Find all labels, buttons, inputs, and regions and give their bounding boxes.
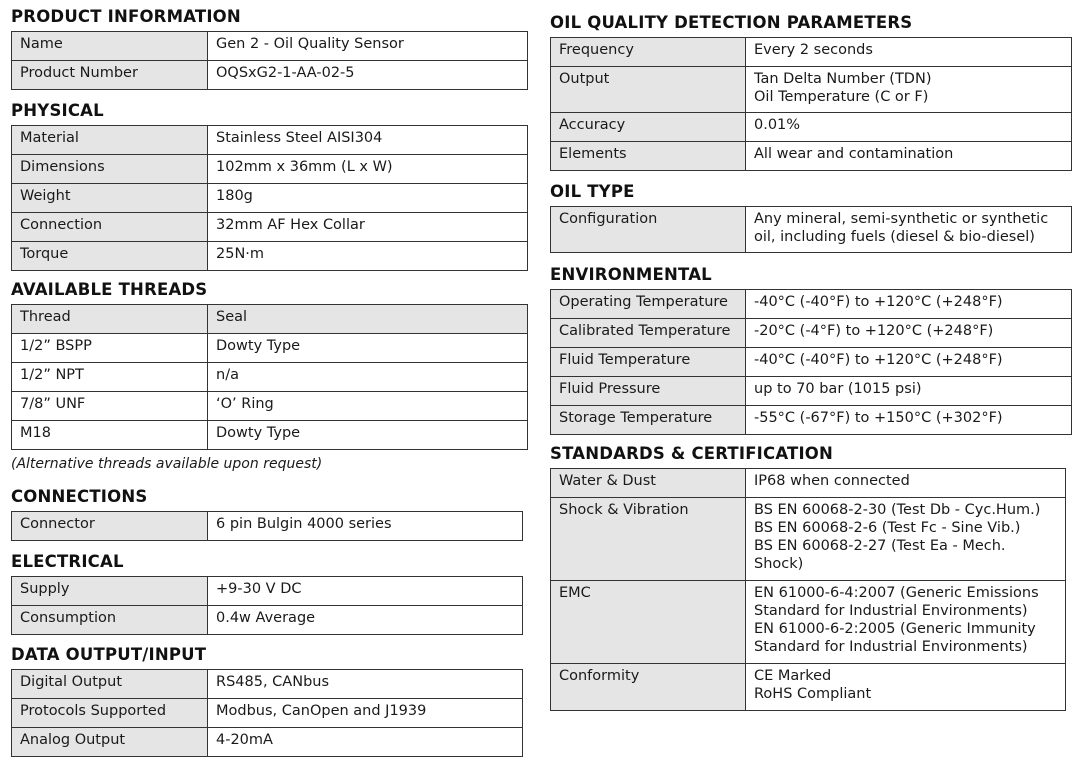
- row-value: 4-20mA: [208, 728, 523, 757]
- value-line: 0.01%: [754, 117, 801, 133]
- row-label: Fluid Pressure: [551, 377, 746, 406]
- value-line: -20°C (-4°F) to +120°C (+248°F): [754, 323, 994, 339]
- row-label: Shock & Vibration: [551, 498, 746, 581]
- section-heading: PHYSICAL: [11, 101, 104, 120]
- table-row: [551, 348, 1072, 377]
- standards-table: [550, 468, 1066, 711]
- table-row: [12, 577, 523, 606]
- row-label: Output: [551, 67, 746, 113]
- row-label: Fluid Temperature: [551, 348, 746, 377]
- row-label: Configuration: [551, 207, 746, 253]
- section-heading: DATA OUTPUT/INPUT: [11, 645, 207, 664]
- value-line: Standard for Industrial Environments): [754, 639, 1028, 655]
- row-label: Accuracy: [551, 113, 746, 142]
- table-row: [12, 363, 528, 392]
- row-label: Consumption: [12, 606, 208, 635]
- table-row: [12, 699, 523, 728]
- data-output-input-table: [11, 669, 523, 757]
- row-label: Torque: [12, 242, 208, 271]
- row-value: [746, 498, 1066, 581]
- column-header-seal: Seal: [208, 305, 528, 334]
- section-heading: ENVIRONMENTAL: [550, 265, 712, 284]
- row-value: Stainless Steel AISI304: [208, 126, 528, 155]
- table-row: [551, 207, 1072, 253]
- table-row: [551, 406, 1072, 435]
- table-row: [12, 155, 528, 184]
- row-value: ‘O’ Ring: [208, 392, 528, 421]
- value-line: BS EN 60068-2-6 (Test Fc - Sine Vib.): [754, 520, 1021, 536]
- table-row: [12, 392, 528, 421]
- value-line: All wear and contamination: [754, 146, 954, 162]
- row-value: n/a: [208, 363, 528, 392]
- value-line: -40°C (-40°F) to +120°C (+248°F): [754, 294, 1003, 310]
- row-value: [746, 377, 1072, 406]
- available-threads-section: [11, 280, 528, 472]
- row-value: [746, 67, 1072, 113]
- row-label: Dimensions: [12, 155, 208, 184]
- table-row: [12, 421, 528, 450]
- value-line: RoHS Compliant: [754, 686, 872, 702]
- table-row: [12, 728, 523, 757]
- row-value: [746, 581, 1066, 664]
- table-row: [551, 67, 1072, 113]
- row-value: 32mm AF Hex Collar: [208, 213, 528, 242]
- row-label: Digital Output: [12, 670, 208, 699]
- oil-quality-detection-section: [550, 13, 1072, 171]
- oil-type-table: [550, 206, 1072, 253]
- row-label: Storage Temperature: [551, 406, 746, 435]
- value-line: BS EN 60068-2-30 (Test Db - Cyc.Hum.): [754, 502, 1041, 518]
- table-row: [12, 126, 528, 155]
- table-row: [551, 38, 1072, 67]
- value-line: Shock): [754, 556, 804, 572]
- table-header-row: [12, 305, 528, 334]
- row-value: [746, 319, 1072, 348]
- oil-type-section: [550, 182, 1072, 253]
- row-label: Calibrated Temperature: [551, 319, 746, 348]
- row-label: Weight: [12, 184, 208, 213]
- row-value: [746, 142, 1072, 171]
- table-row: [551, 319, 1072, 348]
- row-label: Analog Output: [12, 728, 208, 757]
- value-line: oil, including fuels (diesel & bio-diesel): [754, 229, 1035, 245]
- row-label: EMC: [551, 581, 746, 664]
- row-value: Dowty Type: [208, 334, 528, 363]
- oil-quality-detection-table: [550, 37, 1072, 171]
- table-row: [12, 213, 528, 242]
- environmental-table: [550, 289, 1072, 435]
- row-label: 1/2” BSPP: [12, 334, 208, 363]
- row-value: [746, 348, 1072, 377]
- section-heading: ELECTRICAL: [11, 552, 124, 571]
- table-row: [551, 498, 1066, 581]
- row-label: Supply: [12, 577, 208, 606]
- threads-table: [11, 304, 528, 450]
- section-heading: OIL TYPE: [550, 182, 635, 201]
- table-row: [551, 377, 1072, 406]
- row-label: Name: [12, 32, 208, 61]
- row-label: Product Number: [12, 61, 208, 90]
- row-label: Protocols Supported: [12, 699, 208, 728]
- table-row: [12, 184, 528, 213]
- value-line: -40°C (-40°F) to +120°C (+248°F): [754, 352, 1003, 368]
- value-line: Standard for Industrial Environments): [754, 603, 1028, 619]
- row-value: 102mm x 36mm (L x W): [208, 155, 528, 184]
- row-value: [746, 469, 1066, 498]
- value-line: Every 2 seconds: [754, 42, 873, 58]
- data-output-input-section: [11, 645, 523, 757]
- row-value: [746, 113, 1072, 142]
- connections-section: [11, 487, 523, 541]
- table-row: [551, 290, 1072, 319]
- row-value: [746, 207, 1072, 253]
- table-row: [551, 469, 1066, 498]
- connections-table: [11, 511, 523, 541]
- table-row: [551, 581, 1066, 664]
- section-heading: STANDARDS & CERTIFICATION: [550, 444, 834, 463]
- value-line: up to 70 bar (1015 psi): [754, 381, 922, 397]
- row-label: Frequency: [551, 38, 746, 67]
- section-heading: PRODUCT INFORMATION: [11, 7, 241, 26]
- table-row: [551, 142, 1072, 171]
- row-value: Dowty Type: [208, 421, 528, 450]
- row-value: [746, 406, 1072, 435]
- row-value: OQSxG2-1-AA-02-5: [208, 61, 528, 90]
- electrical-section: [11, 552, 523, 635]
- section-heading: AVAILABLE THREADS: [11, 280, 208, 299]
- row-label: M18: [12, 421, 208, 450]
- row-label: Elements: [551, 142, 746, 171]
- row-value: Modbus, CanOpen and J1939: [208, 699, 523, 728]
- environmental-section: [550, 265, 1072, 435]
- column-header-thread: Thread: [12, 305, 208, 334]
- table-row: [551, 113, 1072, 142]
- row-value: [746, 290, 1072, 319]
- value-line: EN 61000-6-2:2005 (Generic Immunity: [754, 621, 1036, 637]
- value-line: Any mineral, semi-synthetic or synthetic: [754, 211, 1049, 227]
- section-heading: OIL QUALITY DETECTION PARAMETERS: [550, 13, 913, 32]
- value-line: IP68 when connected: [754, 473, 910, 489]
- row-label: Water & Dust: [551, 469, 746, 498]
- row-label: 1/2” NPT: [12, 363, 208, 392]
- product-information-table: [11, 31, 528, 90]
- row-label: Connection: [12, 213, 208, 242]
- row-value: [746, 664, 1066, 711]
- table-row: [12, 32, 528, 61]
- table-row: [12, 606, 523, 635]
- row-value: Gen 2 - Oil Quality Sensor: [208, 32, 528, 61]
- value-line: -55°C (-67°F) to +150°C (+302°F): [754, 410, 1003, 426]
- threads-note: (Alternative threads available upon request): [11, 456, 323, 472]
- row-value: [746, 38, 1072, 67]
- value-line: Oil Temperature (C or F): [754, 89, 929, 105]
- row-value: 25N·m: [208, 242, 528, 271]
- table-row: [12, 512, 523, 541]
- row-label: Material: [12, 126, 208, 155]
- physical-table: [11, 125, 528, 271]
- row-value: 0.4w Average: [208, 606, 523, 635]
- row-label: 7/8” UNF: [12, 392, 208, 421]
- row-value: RS485, CANbus: [208, 670, 523, 699]
- row-label: Operating Temperature: [551, 290, 746, 319]
- row-label: Connector: [12, 512, 208, 541]
- standards-certification-section: [550, 444, 1066, 711]
- value-line: Tan Delta Number (TDN): [754, 71, 932, 87]
- value-line: CE Marked: [754, 668, 832, 684]
- row-value: 6 pin Bulgin 4000 series: [208, 512, 523, 541]
- physical-section: [11, 101, 528, 271]
- table-row: [12, 670, 523, 699]
- row-value: +9-30 V DC: [208, 577, 523, 606]
- row-value: 180g: [208, 184, 528, 213]
- value-line: BS EN 60068-2-27 (Test Ea - Mech.: [754, 538, 1006, 554]
- section-heading: CONNECTIONS: [11, 487, 148, 506]
- table-row: [12, 242, 528, 271]
- value-line: EN 61000-6-4:2007 (Generic Emissions: [754, 585, 1039, 601]
- electrical-table: [11, 576, 523, 635]
- table-row: [12, 61, 528, 90]
- table-row: [551, 664, 1066, 711]
- row-label: Conformity: [551, 664, 746, 711]
- product-information-section: [11, 7, 528, 90]
- table-row: [12, 334, 528, 363]
